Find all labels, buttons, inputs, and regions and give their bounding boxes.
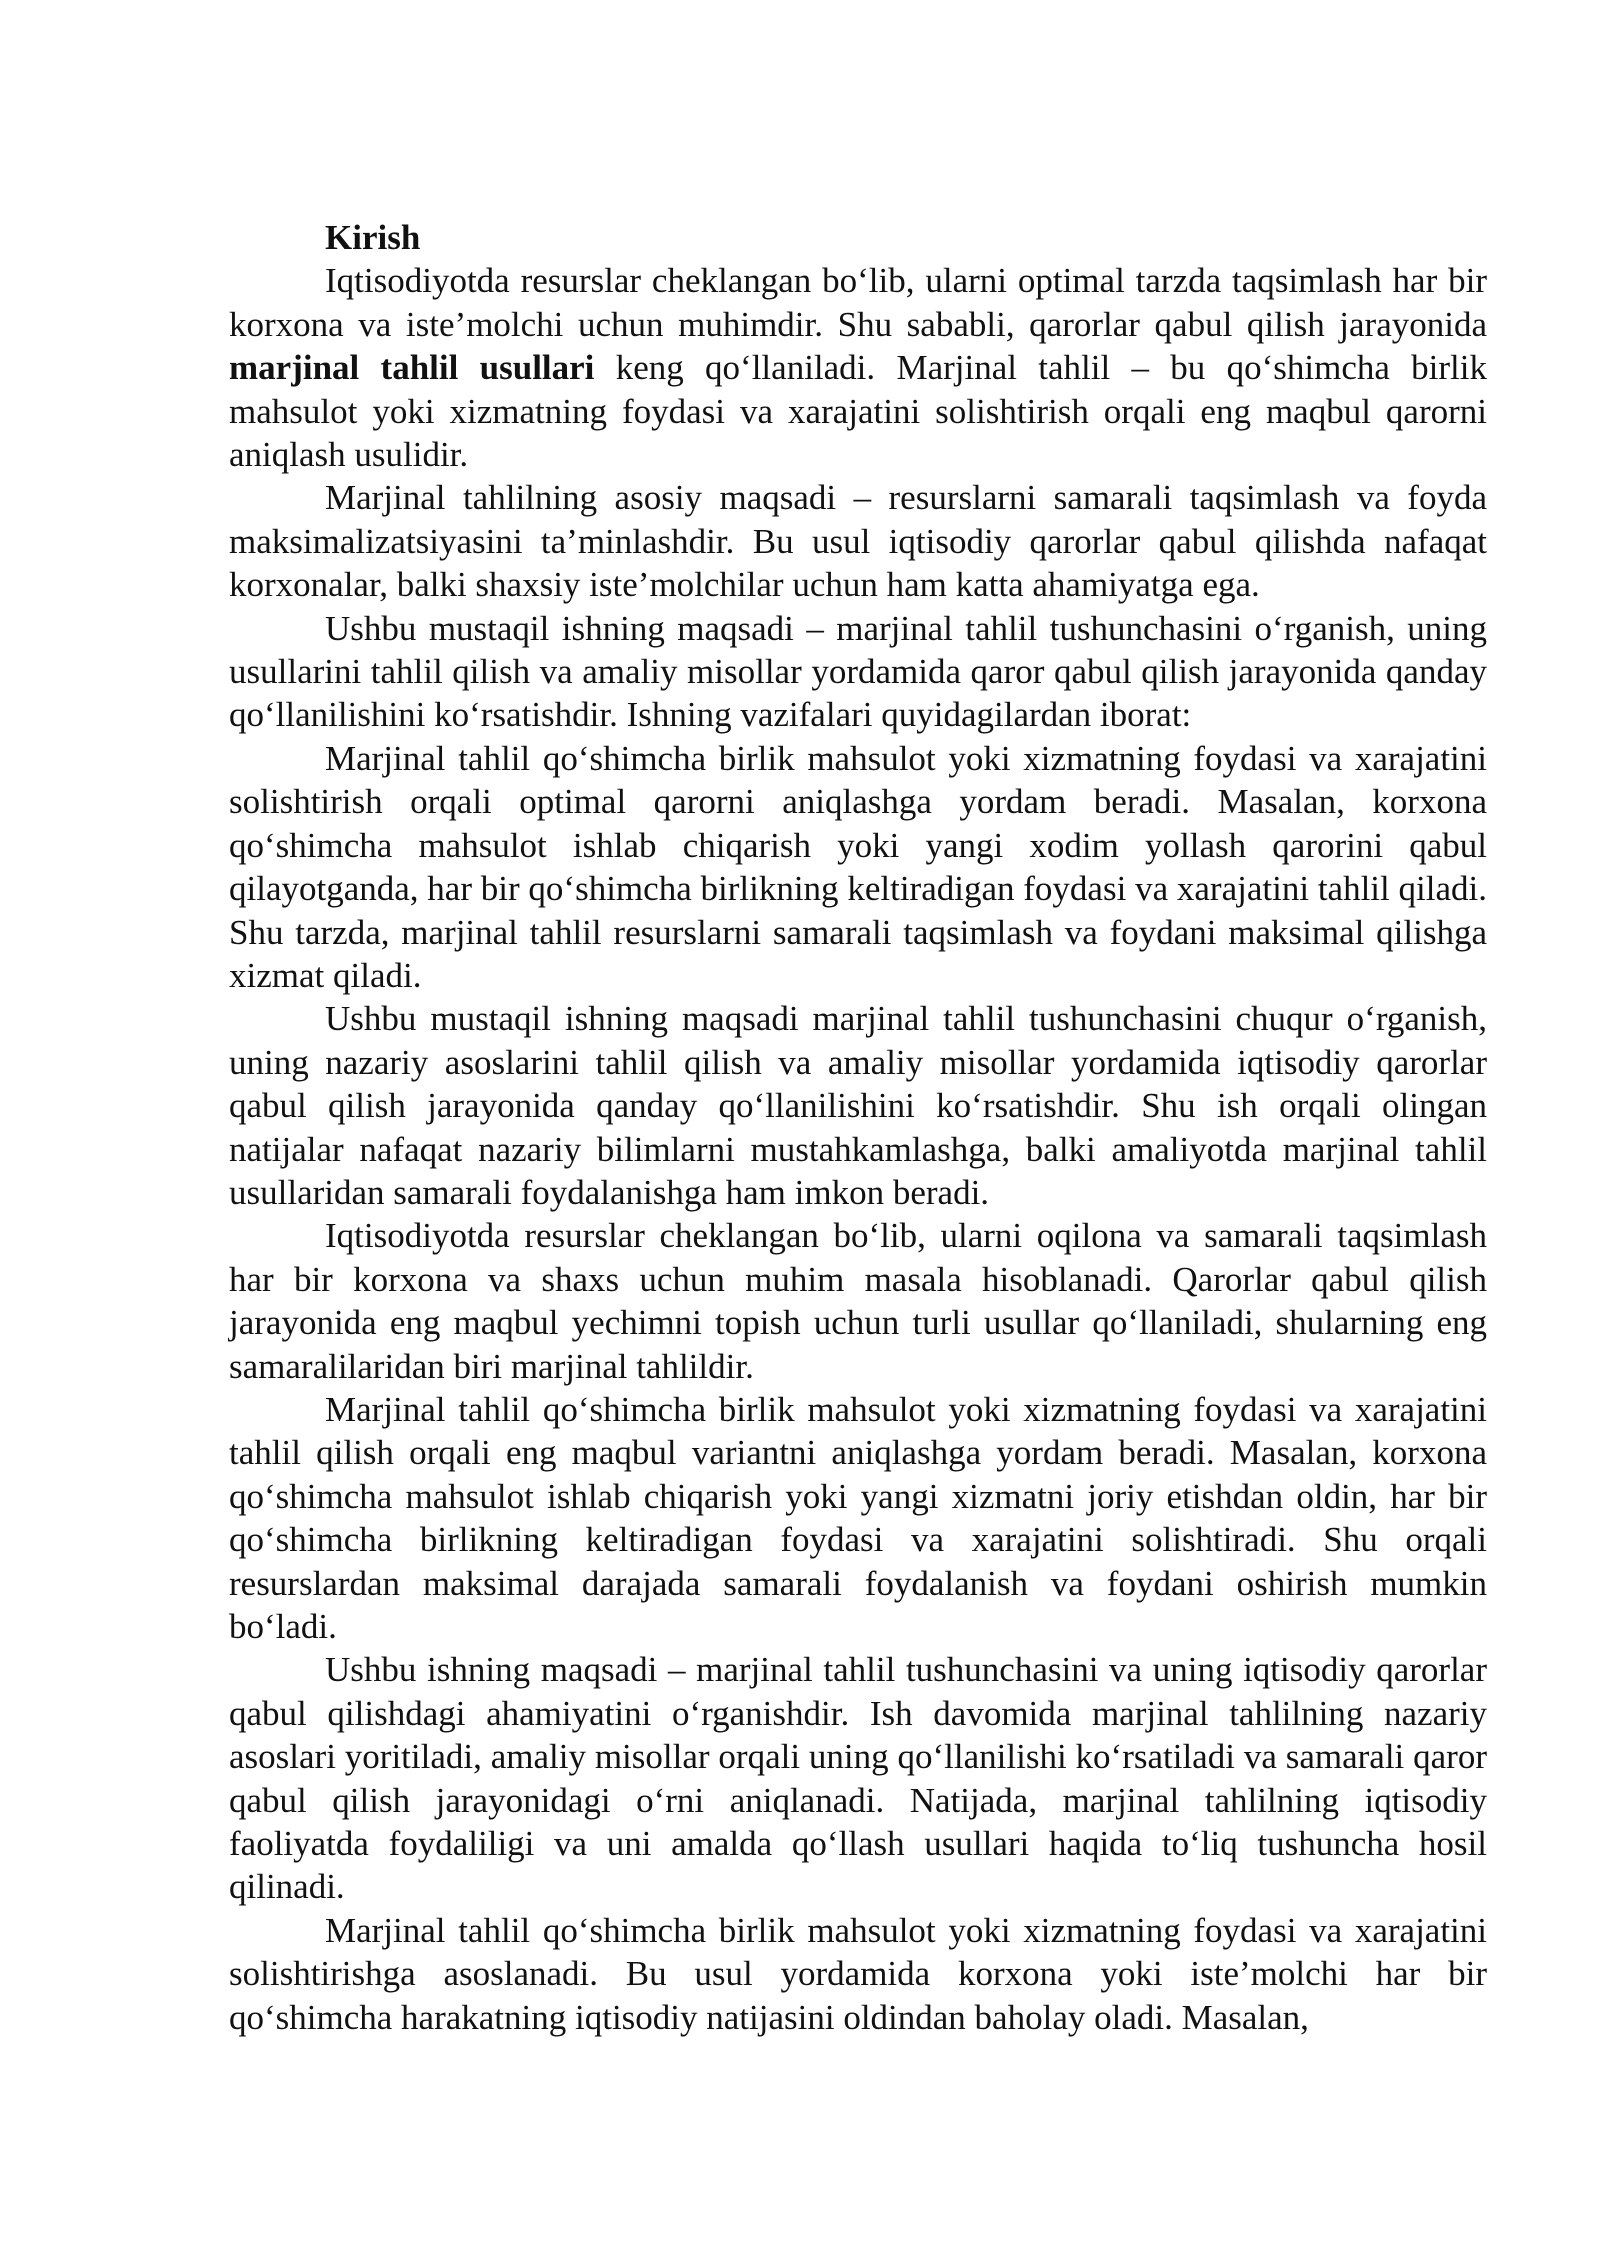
paragraph-7: Marjinal tahlil qo‘shimcha birlik mahsulot yoki xizmatning foydasi va xarajatini tahlil qilish orqali eng maqbul variantni aniqlashga yordam beradi. Masalan, korxona qo‘shimcha mahsulot ishlab chiqarish yoki yangi xizmatni joriy etishdan oldin, har bir qo‘shimcha birlikning keltiradigan foydasi va xarajatini solishtiradi. Shu orqali resurslardan maksimal darajada samarali foydalanish va foydani oshirish mumkin bo‘ladi. [229,1389,1487,1646]
paragraph-1-text-end: keng qo‘llaniladi. Marjinal tahlil – bu qo‘shimcha birlik mahsulot yoki xizmatning foydasi va xarajatini solishtirish orqali eng maqbul qarorni aniqlash usulidir. [229,348,1488,475]
paragraph-1-text-start: Iqtisodiyotda resurslar cheklangan bo‘lib, ularni optimal tarzda taqsimlash har bir korxona va iste’molchi uchun muhimdir. Shu sababli, qarorlar qabul qilish jarayonida [229,261,1487,344]
paragraph-8: Ushbu ishning maqsadi – marjinal tahlil tushunchasini va uning iqtisodiy qarorlar qabul qilishdagi ahamiyatini o‘rganishdir. Ish davomida marjinal tahlilning nazariy asoslari yoritiladi, amaliy misollar orqali uning qo‘llanilishi ko‘rsatiladi va samarali qaror qabul qilish jarayonidagi o‘rni aniqlanadi. Natijada, marjinal tahlilning iqtisodiy faoliyatda foydaliligi va uni amalda qo‘llash usullari haqida to‘liq tushuncha hosil qilinadi. [229,1650,1487,1907]
paragraph-1-bold-term: marjinal tahlil usullari [229,348,595,388]
paragraph-3: Ushbu mustaqil ishning maqsadi – marjinal tahlil tushunchasini o‘rganish, uning usullarini tahlil qilish va amaliy misollar yordamida qaror qabul qilish jarayonida qanday qo‘llanilishini ko‘rsatishdir. Ishning vazifalari quyidagilardan iborat: [229,608,1487,735]
document-page [229,216,1487,2039]
paragraph-6: Iqtisodiyotda resurslar cheklangan bo‘lib, ularni oqilona va samarali taqsimlash har bir korxona va shaxs uchun muhim masala hisoblanadi. Qarorlar qabul qilish jarayonida eng maqbul yechimni topish uchun turli usullar qo‘llaniladi, shularning eng samaralilaridan biri marjinal tahlildir. [229,1216,1487,1386]
paragraph-1 [229,259,1487,476]
paragraph-2: Marjinal tahlilning asosiy maqsadi – resurslarni samarali taqsimlash va foyda maksimalizatsiyasini ta’minlashdir. Bu usul iqtisodiy qarorlar qabul qilishda nafaqat korxonalar, balki shaxsiy iste’molchilar uchun ham katta ahamiyatga ega. [229,478,1487,605]
paragraph-5: Ushbu mustaqil ishning maqsadi marjinal tahlil tushunchasini chuqur o‘rganish, uning nazariy asoslarini tahlil qilish va amaliy misollar yordamida iqtisodiy qarorlar qabul qilish jarayonida qanday qo‘llanilishini ko‘rsatishdir. Shu ish orqali olingan natijalar nafaqat nazariy bilimlarni mustahkamlashga, balki amaliyotda marjinal tahlil usullaridan samarali foydalanishga ham imkon beradi. [229,999,1487,1212]
paragraph-4: Marjinal tahlil qo‘shimcha birlik mahsulot yoki xizmatning foydasi va xarajatini solishtirish orqali optimal qarorni aniqlashga yordam beradi. Masalan, korxona qo‘shimcha mahsulot ishlab chiqarish yoki yangi xodim yollash qarorini qabul qilayotganda, har bir qo‘shimcha birlikning keltiradigan foydasi va xarajatini tahlil qiladi. Shu tarzda, marjinal tahlil resurslarni samarali taqsimlash va foydani maksimal qilishga xizmat qiladi. [229,738,1487,995]
section-heading: Kirish [325,218,421,257]
paragraph-9: Marjinal tahlil qo‘shimcha birlik mahsulot yoki xizmatning foydasi va xarajatini solishtirishga asoslanadi. Bu usul yordamida korxona yoki iste’molchi har bir qo‘shimcha harakatning iqtisodiy natijasini oldindan baholay oladi. Masalan, [229,1910,1487,2037]
